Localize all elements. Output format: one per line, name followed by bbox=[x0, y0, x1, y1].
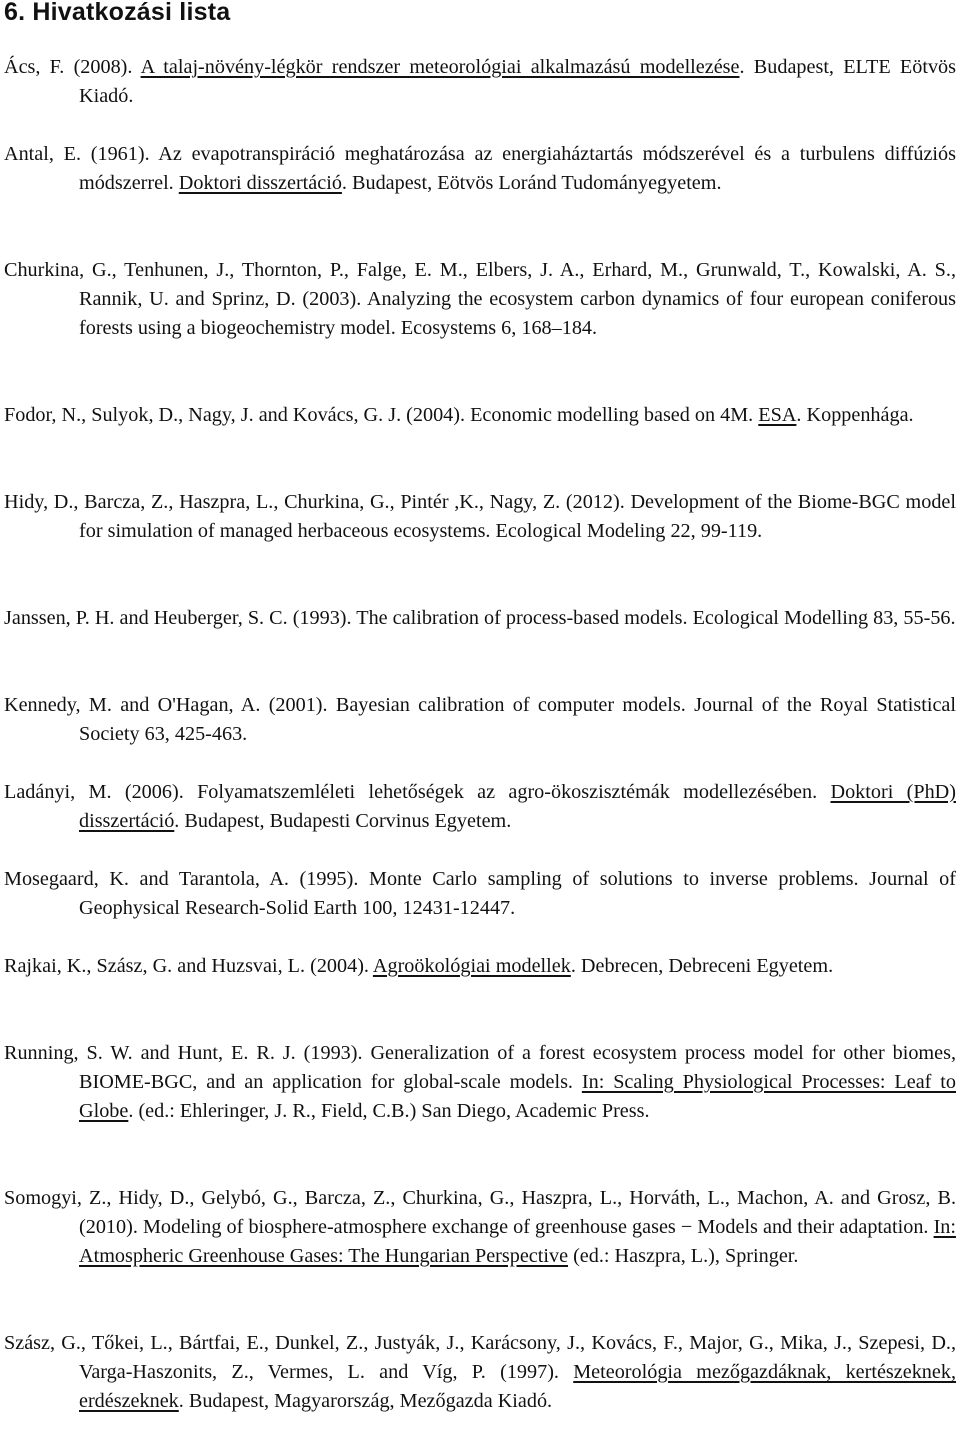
reference-entry: Ács, F. (2008). A talaj-növény-légkör rendszer meteorológiai alkalmazású modellezése. Budapest, ELTE Eötvös Kiadó. bbox=[4, 56, 957, 107]
underlined-title: In: Atmospheric Greenhouse Gases: The Hungarian Perspective bbox=[79, 1216, 956, 1267]
section-heading: 6. Hivatkozási lista bbox=[4, 0, 231, 26]
underlined-title: Doktori disszertáció bbox=[178, 172, 342, 194]
underlined-title: Meteorológia mezőgazdáknak, kertészeknek, erdészeknek bbox=[79, 1361, 956, 1412]
reference-entry: Ladányi, M. (2006). Folyamatszemléleti lehetőségek az agro-ökoszisztémák modellezésében. Doktori (PhD) disszertáció. Budapest, Budapesti Corvinus Egyetem. bbox=[4, 781, 956, 832]
underlined-title: ESA bbox=[758, 404, 797, 426]
reference-entry: Rajkai, K., Szász, G. and Huzsvai, L. (2004). Agroökológiai modellek. Debrecen, Debreceni Egyetem. bbox=[4, 955, 834, 977]
underlined-title: In: Scaling Physiological Processes: Leaf to Globe bbox=[79, 1071, 956, 1122]
reference-entry: Churkina, G., Tenhunen, J., Thornton, P., Falge, E. M., Elbers, J. A., Erhard, M., Grunwald, T., Kowalski, A. S., Rannik, U. and Sprinz, D. (2003). Analyzing the ecosystem carbon dynamics of four european coniferous forests using a biogeochemistry model. Ecosystems 6, 168–184. bbox=[4, 259, 956, 339]
reference-entry: Fodor, N., Sulyok, D., Nagy, J. and Kovács, G. J. (2004). Economic modelling based on 4M. ESA. Koppenhága. bbox=[4, 404, 914, 426]
reference-entry: Szász, G., Tőkei, L., Bártfai, E., Dunkel, Z., Justyák, J., Karácsony, J., Kovács, F., Major, G., Mika, J., Szepesi, D., Varga-Haszonits, Z., Vermes, L. and Víg, P. (1997). Meteorológia mezőgazdáknak, kertészeknek, erdészeknek. Budapest, Magyarország, Mezőgazda Kiadó. bbox=[4, 1332, 956, 1412]
reference-entry: Kennedy, M. and O'Hagan, A. (2001). Bayesian calibration of computer models. Journal of the Royal Statistical Society 63, 425-463. bbox=[4, 694, 956, 745]
reference-entry: Somogyi, Z., Hidy, D., Gelybó, G., Barcza, Z., Churkina, G., Haszpra, L., Horváth, L., Machon, A. and Grosz, B. (2010). Modeling of biosphere-atmosphere exchange of greenhouse gases − Models and their adaptation. In: Atmospheric Greenhouse Gases: The Hungarian Perspective (ed.: Haszpra, L.), Springer. bbox=[4, 1187, 956, 1267]
underlined-title: A talaj-növény-légkör rendszer meteorológiai alkalmazású modellezése bbox=[140, 56, 740, 78]
reference-entry: Antal, E. (1961). Az evapotranspiráció meghatározása az energiaháztartás módszerével és a turbulens diffúziós módszerrel. Doktori disszertáció. Budapest, Eötvös Loránd Tudományegyetem. bbox=[4, 143, 956, 194]
underlined-title: Agroökológiai modellek bbox=[372, 955, 571, 977]
underlined-title: Doktori (PhD) disszertáció bbox=[79, 781, 956, 832]
reference-entry: Running, S. W. and Hunt, E. R. J. (1993). Generalization of a forest ecosystem process model for other biomes, BIOME-BGC, and an application for global-scale models. In: Scaling Physiological Processes: Leaf to Globe. (ed.: Ehleringer, J. R., Field, C.B.) San Diego, Academic Press. bbox=[4, 1042, 956, 1122]
reference-entry: Hidy, D., Barcza, Z., Haszpra, L., Churkina, G., Pintér ,K., Nagy, Z. (2012). Development of the Biome-BGC model for simulation of managed herbaceous ecosystems. Ecological Modeling 22, 99-119. bbox=[4, 491, 956, 542]
reference-entry: Mosegaard, K. and Tarantola, A. (1995). Monte Carlo sampling of solutions to inverse problems. Journal of Geophysical Research-Solid Earth 100, 12431-12447. bbox=[4, 868, 956, 919]
reference-entry: Janssen, P. H. and Heuberger, S. C. (1993). The calibration of process-based models. Ecological Modelling 83, 55-56. bbox=[4, 607, 956, 629]
